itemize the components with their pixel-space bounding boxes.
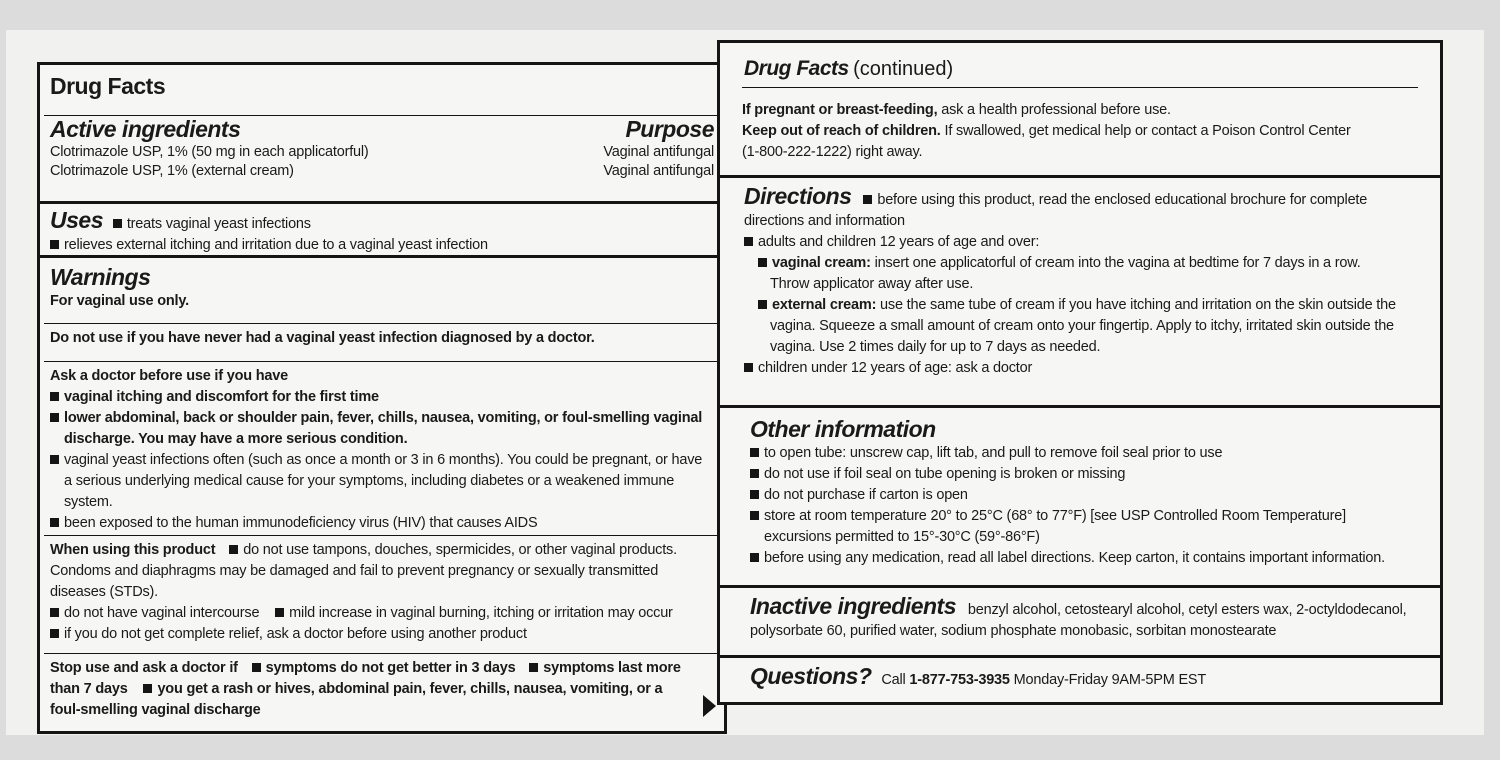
ask-doctor-item: vaginal itching and discomfort for the first time — [50, 387, 714, 408]
drug-facts-panel-left — [37, 62, 727, 734]
keep-out-text: (1-800-222-1222) right away. — [742, 144, 923, 160]
ask-doctor-heading: Ask a doctor before use if you have — [50, 368, 288, 384]
ask-doctor-item: been exposed to the human immunodeficiency virus (HIV) that causes AIDS — [50, 513, 714, 534]
directions-text: insert one applicatorful of cream into the vagina at bedtime for 7 days in a row. — [874, 255, 1361, 271]
other-information-section — [720, 405, 1440, 569]
ask-doctor-section — [44, 361, 720, 534]
other-item-cont: excursions permitted to 15°-30°C (59°-86°F) — [764, 529, 1040, 545]
stop-use-item-cont: foul-smelling vaginal discharge — [50, 702, 261, 718]
do-not-use-section — [44, 323, 720, 349]
purpose-text: Vaginal antifungal — [603, 144, 714, 160]
directions-text: vagina. Squeeze a small amount of cream onto your fingertip. Apply to itchy, irritated skin outside the — [770, 318, 1394, 334]
directions-item: adults and children 12 years of age and over: — [744, 232, 1416, 253]
pregnancy-section — [742, 87, 1418, 163]
questions-heading: Questions? — [750, 663, 872, 689]
do-not-use-text: Do not use if you have never had a vaginal yeast infection diagnosed by a doctor. — [50, 330, 595, 346]
ingredient-text: Clotrimazole USP, 1% (50 mg in each applicatorful) — [50, 144, 369, 160]
keep-out-label: Keep out of reach of children. — [742, 123, 941, 139]
when-using-item: if you do not get complete relief, ask a doctor before using another product — [50, 624, 714, 645]
active-ingredients-section — [44, 115, 720, 181]
ask-doctor-item-cont: system. — [64, 494, 113, 510]
warnings-section — [40, 255, 724, 311]
uses-item: treats vaginal yeast infections — [113, 216, 311, 232]
other-item: do not use if foil seal on tube opening is broken or missing — [750, 464, 1410, 485]
uses-heading: Uses — [50, 207, 103, 233]
drug-facts-title: Drug Facts — [50, 73, 166, 99]
call-label: Call — [881, 672, 906, 688]
when-using-heading: When using this product — [50, 542, 216, 558]
stop-use-item: symptoms do not get better in 3 days — [252, 660, 516, 676]
ask-doctor-item: lower abdominal, back or shoulder pain, fever, chills, nausea, vomiting, or foul-smelling vaginal — [50, 408, 714, 429]
phone-number: 1-877-753-3935 — [909, 672, 1010, 688]
active-row — [50, 162, 714, 181]
when-using-text: do not use tampons, douches, spermicides, or other vaginal products. — [229, 542, 677, 558]
warnings-heading: Warnings — [50, 264, 151, 290]
active-row — [50, 143, 714, 162]
ingredient-text: Clotrimazole USP, 1% (external cream) — [50, 163, 294, 179]
directions-text: before using this product, read the enclosed educational brochure for complete — [863, 192, 1367, 208]
directions-text: directions and information — [744, 213, 905, 229]
inactive-ingredients-text: benzyl alcohol, cetostearyl alcohol, cetyl esters wax, 2-octyldodecanol, — [967, 602, 1407, 618]
directions-section — [720, 175, 1440, 379]
active-ingredients-heading: Active ingredients — [50, 116, 241, 142]
when-using-text: diseases (STDs). — [50, 584, 158, 600]
stop-use-section — [44, 653, 720, 721]
ask-doctor-item-cont: a serious underlying medical cause for your symptoms, including diabetes or a weakened immune — [64, 473, 675, 489]
keep-out-text: If swallowed, get medical help or contact a Poison Control Center — [944, 123, 1351, 139]
stop-use-item-cont: than 7 days — [50, 681, 128, 697]
drug-facts-title-section — [40, 73, 724, 100]
other-item: store at room temperature 20° to 25°C (68° to 77°F) [see USP Controlled Room Temperature] — [750, 506, 1410, 527]
uses-item: relieves external itching and irritation due to a vaginal yeast infection — [50, 235, 714, 256]
ask-doctor-item: vaginal yeast infections often (such as once a month or 3 in 6 months). You could be pregnant, or have — [50, 450, 714, 471]
pregnant-text: ask a health professional before use. — [941, 102, 1171, 118]
inactive-ingredients-text: polysorbate 60, purified water, sodium phosphate monobasic, sorbitan monostearate — [750, 623, 1277, 639]
directions-heading: Directions — [744, 183, 852, 209]
when-using-item: do not have vaginal intercourse — [50, 605, 259, 621]
uses-section — [40, 201, 724, 256]
drug-facts-panel-right — [717, 40, 1443, 705]
inactive-ingredients-heading: Inactive ingredients — [750, 593, 957, 619]
stop-use-item: symptoms last more — [529, 660, 680, 676]
directions-item: children under 12 years of age: ask a doctor — [744, 358, 1416, 379]
purpose-text: Vaginal antifungal — [603, 163, 714, 179]
continued-arrow-icon — [703, 695, 716, 717]
when-using-section — [44, 535, 720, 645]
other-item: before using any medication, read all label directions. Keep carton, it contains important information. — [750, 548, 1410, 569]
vaginal-cream-label: vaginal cream: — [758, 255, 871, 271]
drug-facts-title: Drug Facts — [744, 57, 849, 80]
ask-doctor-item-cont: discharge. You may have a more serious condition. — [64, 431, 408, 447]
hours-text: Monday-Friday 9AM-5PM EST — [1013, 672, 1207, 688]
directions-text: use the same tube of cream if you have itching and irritation on the skin outside the — [880, 297, 1396, 313]
stop-use-heading: Stop use and ask a doctor if — [50, 660, 238, 676]
other-item: do not purchase if carton is open — [750, 485, 1410, 506]
other-information-heading: Other information — [750, 416, 936, 442]
inactive-ingredients-section — [720, 585, 1440, 642]
when-using-item: mild increase in vaginal burning, itching or irritation may occur — [275, 605, 673, 621]
external-cream-label: external cream: — [758, 297, 876, 313]
directions-text: vagina. Use 2 times daily for up to 7 days as needed. — [770, 339, 1101, 355]
questions-section — [720, 655, 1440, 691]
continued-label: (continued) — [853, 58, 954, 80]
when-using-text: Condoms and diaphragms may be damaged and fail to prevent pregnancy or sexually transmitted — [50, 563, 659, 579]
purpose-heading: Purpose — [625, 116, 714, 142]
pregnant-label: If pregnant or breast-feeding, — [742, 102, 938, 118]
directions-text: Throw applicator away after use. — [770, 276, 974, 292]
vaginal-use-only: For vaginal use only. — [50, 293, 189, 309]
continued-title-section — [720, 57, 1440, 81]
stop-use-item: you get a rash or hives, abdominal pain, fever, chills, nausea, vomiting, or a — [143, 681, 662, 697]
other-item: to open tube: unscrew cap, lift tab, and pull to remove foil seal prior to use — [750, 443, 1410, 464]
